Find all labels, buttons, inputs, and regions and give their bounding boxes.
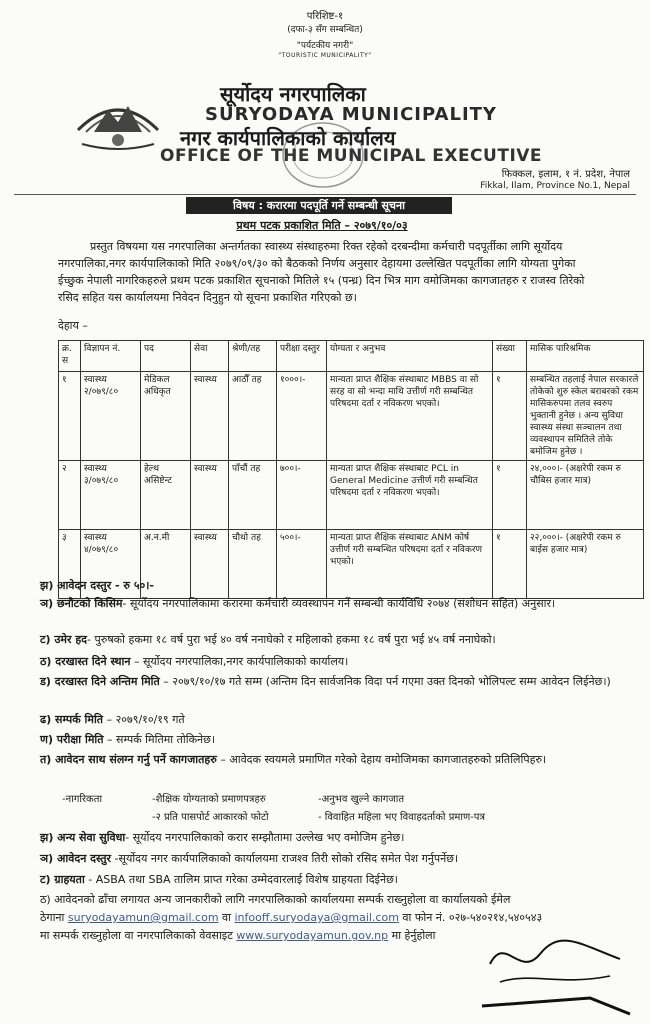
table-cell: स्वास्थ्य xyxy=(191,461,229,530)
tagline-en: "TOURISTIC MUNICIPALITY" xyxy=(278,52,372,59)
term-label: ट) ग्राहयता xyxy=(40,873,85,886)
contact-text: मा सम्पर्क राख्नुहोला वा नगरपालिकाको वेवसाइट xyxy=(40,929,237,942)
term-fee-payment xyxy=(40,851,630,867)
notice-subject: विषय : करारमा पदपूर्ति गर्ने सम्बन्धी सूचना xyxy=(186,197,452,214)
contact-text: मा हेर्नुहोला xyxy=(388,929,436,942)
term-priority xyxy=(40,872,630,888)
term-text: - सूर्योदय नगरपालिकाको करार सम्झौतामा उल्लेख भए वमोजिम हुनेछ। xyxy=(125,831,405,844)
term-contact-info-line3 xyxy=(40,928,480,944)
first-published-date: प्रथम पटक प्रकाशित मिति – २०७९/१०/०३ xyxy=(236,219,408,232)
term-submission-place xyxy=(40,654,620,670)
municipality-logo-icon xyxy=(72,82,164,152)
term-age-limit xyxy=(40,632,630,648)
table-cell: ५००।- xyxy=(277,530,327,599)
table-cell: २४,०००।- (अक्षरेपी रकम रु चौबिस हजार मात्र) xyxy=(527,461,644,530)
table-header-cell: परीक्षा दस्तुर xyxy=(277,341,327,372)
contact-text: ठेगाना xyxy=(40,911,68,924)
address-en: Fikkal, Ilam, Province No.1, Nepal xyxy=(480,181,630,191)
dehay-label: देहाय – xyxy=(58,319,88,332)
term-text: – सम्पर्क मितिमा तोकिनेछ। xyxy=(103,733,216,746)
contact-text: वा xyxy=(218,911,235,924)
table-header-cell: क्र. स xyxy=(59,341,81,372)
doc-experience: -अनुभव खुल्ने कागजात xyxy=(318,794,405,805)
table-header-cell: योग्यता र अनुभव xyxy=(327,341,493,372)
tagline-np: "पर्यटकीय नगरी" xyxy=(296,41,354,51)
term-label: ट) उमेर हद xyxy=(40,633,88,646)
header-divider xyxy=(14,194,636,195)
notice-intro: प्रस्तुत विषयमा यस नगरपालिका अन्तर्गतका स्वास्थ्य संस्थाहरुमा रिक्त रहेको दरबन्दीमा कर्मचारी पदपूर्तीका लागि सूर्योदय नगरपालिका,नगर कार्यपालिकाको मिति २०७९/०९/३० को बैठकको निर्णय अनुसार देहायमा उल्लेखित पदपूर्तीका लागि योग्यता पुगेका ईच्छुक नेपाली नागरिकहरुले प्रथम पटक प्रकाशित सूचनाको मितिले १५ (पन्ध्र) दिन भित्र माग वमोजिमका कागजातहरु र राजस्व तिरेको रसिद सहित यस कार्यालयमा निवेदन दिनुहुन यो सूचना प्रकाशित गरिएको छ। xyxy=(58,240,585,304)
table-cell: १०००।- xyxy=(277,372,327,461)
term-text: – २०७९/१०/१९ गते xyxy=(103,713,185,726)
term-contact-date xyxy=(40,712,185,728)
table-row xyxy=(59,372,644,461)
table-cell: ७००।- xyxy=(277,461,327,530)
table-cell: हेल्थ असिष्टेन्ट xyxy=(141,461,191,530)
term-text: – २०७९/१०/१७ गते सम्म (अन्तिम दिन सार्वजनिक विदा पर्न गएमा उक्त दिनको भोलिपल्ट सम्म आवेदन लिईनेछ।) xyxy=(159,675,611,688)
term-exam-date xyxy=(40,732,215,748)
term-text: - सूर्योदय नगरपालिकामा करारमा कर्मचारी व्यवस्थापन गर्ने सम्बन्धी कार्यविधि २०७४ (संशोधन सहित) अनुसार। xyxy=(122,597,556,610)
table-cell: २२,०००।- (अक्षरेपी रकम रु बाईस हजार मात्र) xyxy=(527,530,644,599)
table-cell: ३ xyxy=(59,530,81,599)
term-other-facilities xyxy=(40,830,630,846)
table-cell: सम्बन्धित तहलाई नेपाल सरकारले तोकेको शुरु स्केल बराबरको रकम मासिकरुपमा तलव स्वरुप भुक्तानी हुनेछ । अन्य सुविधा स्वास्थ्य संस्था सञ्चालन तथा व्यवस्थापन समितिले तोके बमोजिम हुनेछ । xyxy=(527,372,644,461)
table-row xyxy=(59,461,644,530)
term-label: ठ) दरखास्त दिने स्थान xyxy=(40,655,131,668)
term-text: – आवेदक स्वयमले प्रमाणित गरेको देहाय वमोजिमका कागजातहरुको प्रतिलिपिहरु। xyxy=(216,753,547,766)
table-cell: स्वास्थ्य xyxy=(191,530,229,599)
table-cell: १ xyxy=(493,530,527,599)
office-name-en: OFFICE OF THE MUNICIPAL EXECUTIVE xyxy=(160,146,543,166)
municipality-name-np: सूर्योदय नगरपालिका xyxy=(220,82,366,106)
term-application-fee: झ) आवेदन दस्तुर - रु ५०।- xyxy=(40,579,155,592)
doc-citizenship: -नागरिकता xyxy=(62,794,103,805)
term-text: - ASBA तथा SBA तालिम प्राप्त गरेका उम्मेदवारलाई विशेष ग्राहयता दिईनेछ। xyxy=(84,873,398,886)
table-cell: पाँचौं तह xyxy=(229,461,277,530)
address-np: फिक्कल, इलाम, १ नं. प्रदेश, नेपाल xyxy=(501,169,630,180)
term-text: – सूर्योदय नगरपालिका,नगर कार्यपालिकाको कार्यालय। xyxy=(130,655,349,668)
doc-marriage: - विवाहित महिला भए विवाहदर्ताको प्रमाण-पत्र xyxy=(318,812,485,823)
term-label: ढ) सम्पर्क मिति xyxy=(40,713,104,726)
term-label: ड) दरखास्त दिने अन्तिम मिति xyxy=(40,675,160,688)
table-cell: १ xyxy=(493,372,527,461)
term-text: - पुरुषको हकमा १८ वर्ष पुरा भई ४० वर्ष ननाघेको र महिलाको हकमा १८ वर्ष पुरा भई ४५ वर्ष ननाघेको। xyxy=(87,633,496,646)
term-contact-info-line1: ठ) आवेदनको ढाँचा लगायत अन्य जानकारीको लागि नगरपालिकाको कार्यालयमा सम्पर्क राख्नुहोला वा कार्यालयको ईमेल xyxy=(40,893,511,906)
table-header-cell: विज्ञापन नं. xyxy=(81,341,141,372)
table-cell: अ.न.मी xyxy=(141,530,191,599)
handwritten-signature-icon xyxy=(470,924,640,1020)
table-cell: स्वास्थ्य ४/०७९/८० xyxy=(81,530,141,599)
term-selection-type xyxy=(40,596,620,612)
table-header-cell: श्रेणी/तह xyxy=(229,341,277,372)
table-cell: मान्यता प्राप्त शैक्षिक संस्थाबाट ANM कोर्ष उत्तीर्ण गरी सम्बन्धित परिषदमा दर्ता र नविकरण भएको। xyxy=(327,530,493,599)
table-header-cell: सेवा xyxy=(191,341,229,372)
table-cell: स्वास्थ्य २/०७९/८० xyxy=(81,372,141,461)
website-link[interactable]: www.suryodayamun.gov.np xyxy=(236,929,389,942)
table-cell: स्वास्थ्य ३/०७९/८० xyxy=(81,461,141,530)
office-stamp-icon xyxy=(278,118,368,192)
doc-education: -शैक्षिक योग्यताको प्रमाणपत्रहरु xyxy=(152,794,266,805)
term-deadline xyxy=(40,674,620,690)
term-required-documents xyxy=(40,752,620,768)
table-cell: १ xyxy=(493,461,527,530)
term-label: ञ) छनौटको किसिम xyxy=(40,597,123,610)
annex-title: परिशिष्ट-१ xyxy=(306,11,344,22)
term-text: -सूर्योदय नगर कार्यपालिकाको कार्यालयमा राजश्व तिरी सोको रसिद समेत पेश गर्नुपर्नेछ। xyxy=(111,852,459,865)
email-link-secondary[interactable]: infooff.suryodaya@gmail.com xyxy=(234,911,399,924)
term-label: ञ) आवेदन दस्तुर xyxy=(40,852,112,865)
table-header-cell: पद xyxy=(141,341,191,372)
table-header-cell: संख्या xyxy=(493,341,527,372)
municipality-name-en: SURYODAYA MUNICIPALITY xyxy=(205,104,497,125)
table-header-cell: मासिक पारिश्रमिक xyxy=(527,341,644,372)
doc-photo: -२ प्रति पासपोर्ट आकारको फोटो xyxy=(152,812,269,823)
table-cell: चौथो तह xyxy=(229,530,277,599)
table-cell: आठौँ तह xyxy=(229,372,277,461)
table-cell: स्वास्थ्य xyxy=(191,372,229,461)
office-name-np: नगर कार्यपालिकाको कार्यालय xyxy=(180,126,396,150)
posts-table xyxy=(58,340,644,599)
table-header-row xyxy=(59,341,644,372)
table-cell: मान्यता प्राप्त शैक्षिक संस्थाबाट MBBS वा सो सरह वा सो भन्दा माथि उत्तीर्ण गरी सम्बन्धित परिषदमा दर्ता र नविकरण भएको। xyxy=(327,372,493,461)
contact-text: वा फोन नं. ०२७-५४०२१४,५४०५४३ xyxy=(398,911,543,924)
table-cell: १ xyxy=(59,372,81,461)
table-cell: मेडिकल अधिकृत xyxy=(141,372,191,461)
table-cell: मान्यता प्राप्त शैक्षिक संस्थाबाट PCL in General Medicine उत्तीर्ण गरी सम्बन्धित परिषदमा दर्ता र नविकरण भएको। xyxy=(327,461,493,530)
table-cell: २ xyxy=(59,461,81,530)
email-link-primary[interactable]: suryodayamun@gmail.com xyxy=(67,911,219,924)
annex-subtitle: (दफा-३ सँग सम्बन्धित) xyxy=(287,25,363,35)
term-label: त) आवेदन साथ संलग्न गर्नु पर्ने कागजातहरु xyxy=(40,753,217,766)
term-label: ण) परीक्षा मिति xyxy=(40,733,104,746)
term-label: झ) अन्य सेवा सुविधा xyxy=(40,831,126,844)
